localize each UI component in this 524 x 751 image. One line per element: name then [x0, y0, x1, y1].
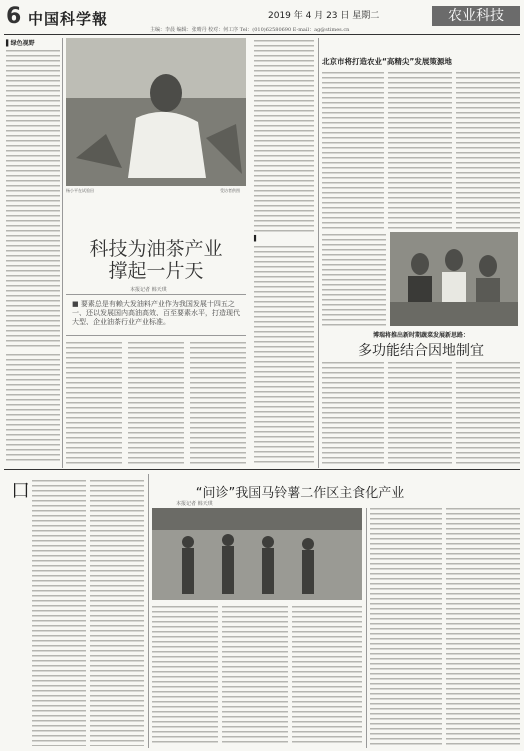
text-column	[222, 604, 288, 746]
quote-rule-top	[66, 294, 246, 295]
photo-illustration	[152, 508, 362, 600]
text-column	[370, 506, 442, 746]
column-divider	[62, 38, 63, 468]
vegetable-headline: 多功能结合因地制宜	[358, 343, 484, 359]
section-rule	[4, 469, 520, 470]
text-column	[254, 244, 314, 464]
text-column	[152, 604, 218, 746]
potato-headline: “问诊”我国马铃薯二作区主食化产业	[195, 486, 405, 501]
column-label: ▌绿色视野	[6, 40, 35, 47]
greenhouse-photo	[390, 232, 518, 326]
text-column	[388, 360, 452, 464]
photo-caption: 杨小平在试验田	[66, 188, 94, 193]
text-column	[90, 478, 144, 746]
text-column	[32, 478, 86, 746]
text-column	[456, 70, 520, 230]
photo-illustration	[390, 232, 518, 326]
text-column	[388, 70, 452, 230]
quote-rule-bottom	[66, 335, 246, 336]
text-column	[446, 506, 520, 746]
quote-mark-icon: ■	[72, 300, 81, 308]
photo-credit: 受访者供图	[220, 188, 240, 193]
text-column	[6, 352, 60, 464]
pull-quote	[72, 300, 242, 327]
photo-illustration	[66, 38, 246, 186]
subsection-head: ▌	[254, 236, 259, 242]
article-author: 本报记者 韩天琪	[130, 287, 167, 293]
potato-author: 本报记者 韩天琪	[176, 501, 213, 507]
text-column	[128, 340, 184, 464]
text-column	[322, 360, 384, 464]
vegetable-kicker: 博瑞将推出新时期蔬菜发展新思路：	[372, 332, 469, 339]
text-column	[322, 232, 386, 326]
text-column	[66, 340, 122, 464]
article-title-line1: 科技为油茶产业	[89, 238, 223, 260]
text-column	[6, 48, 60, 348]
text-column	[456, 360, 520, 464]
event-photo	[152, 508, 362, 600]
column-divider	[366, 508, 367, 748]
vertical-headline: 口	[8, 480, 30, 500]
text-column	[190, 340, 246, 464]
column-divider	[148, 474, 149, 748]
article-title-line2: 撑起一片天	[108, 260, 204, 282]
page-number: 6	[6, 4, 22, 29]
text-column	[292, 604, 362, 746]
beijing-headline: 北京市将打造农业“高精尖”发展策源地	[322, 57, 452, 66]
issue-date: 2019 年 4 月 23 日 星期二	[268, 11, 380, 21]
editor-credits: 主编：李晨 编辑：张晴丹 校对：何工序 Tel：(010)62580690 E-mail：ag@stimes.cn	[150, 27, 350, 33]
text-column	[322, 70, 384, 230]
column-divider	[318, 38, 319, 468]
section-tab: 农业科技	[432, 6, 520, 26]
pull-quote-text: 要素总是有赖大发油料产业作为我国发展十四五之一、还以发展国内高油高效、百至要素水平，打造现代大型、企业油茶行业产业标准。	[72, 300, 240, 326]
masthead-rule	[4, 34, 520, 35]
farmer-photo	[66, 38, 246, 186]
newspaper-name: 中国科学報	[28, 10, 109, 28]
text-column	[254, 38, 314, 234]
